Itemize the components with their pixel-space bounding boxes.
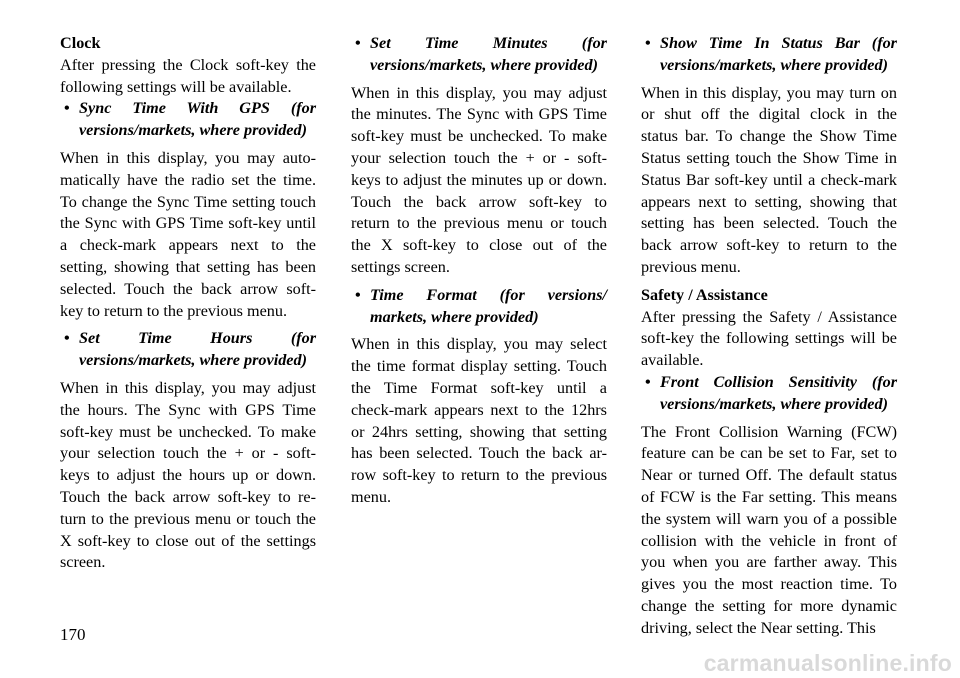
bullet-icon: •: [645, 34, 651, 52]
paragraph-time-format: When in this display, you may select the time format display setting. Touch the Time Format soft-key until a check-mark appears next to the 12hrs or 24hrs setting, showing that setting has been selected. Touch the back ar-row soft-key to return to the previous menu.: [351, 335, 607, 506]
bullet-icon: •: [645, 372, 651, 391]
paragraph-sync-time: When in this display, you may auto-matically have the radio set the time. To change the Sync Time setting touch the Sync with GPS Time soft-key until a check-mark appears next to the setting, showing that setting has been selected. Touch the back arrow soft-key to return to the previous menu.: [60, 148, 316, 320]
clock-intro: After pressing the Clock soft-key the following settings will be available.: [60, 55, 316, 96]
bullet-sync-time-gps: • Sync Time With GPS (for versions/markets, where provided): [64, 99, 316, 140]
bullet-set-time-minutes: • Set Time Minutes (for versions/markets, where provided): [355, 34, 607, 74]
bullet-front-collision: • Front Collision Sensitivity (for versions/markets, where provided): [645, 372, 897, 413]
paragraph-set-hours: When in this display, you may adjust the hours. The Sync with GPS Time soft-key must be unchecked. To make your selection touch the + or - soft-keys to adjust the hours up or down. Touch the back arrow soft-key to re-turn to the previous menu or touch the X soft-key to close out of the settings screen.: [60, 378, 316, 572]
bullet-icon: •: [355, 285, 361, 304]
column-2: [351, 33, 607, 515]
bullet-icon: •: [64, 329, 70, 348]
bullet-icon: •: [355, 34, 361, 52]
paragraph-show-time: When in this display, you may turn on or shut off the digital clock in the status bar. To change the Show Time Status setting touch the Show Time in Status Bar soft-key until a check-mark appears next to setting, showing that setting has been selected. Touch the back arrow soft-key to return to the previous menu.: [641, 83, 897, 276]
bullet-show-time-status-bar: • Show Time In Status Bar (for versions/markets, where provided): [645, 34, 897, 74]
bullet-icon: •: [64, 99, 70, 118]
watermark: carmanualsonline.info: [703, 650, 952, 676]
bullet-set-time-hours: • Set Time Hours (for versions/markets, where provided): [64, 329, 316, 370]
page-number: 170: [60, 625, 86, 644]
column-1: [60, 33, 316, 580]
section-heading-safety: Safety / Assistance After pressing the Safety / Assistance soft-key the following settings will be available.: [641, 285, 897, 370]
section-heading-clock: Clock After pressing the Clock soft-key the following settings will be available.: [60, 34, 316, 96]
bullet-time-format: • Time Format (for versions/ markets, where provided): [355, 285, 607, 326]
safety-intro: After pressing the Safety / Assistance soft-key the following settings will be available.: [641, 307, 897, 370]
column-3: [641, 33, 897, 640]
paragraph-set-minutes: When in this display, you may adjust the minutes. The Sync with GPS Time soft-key must be unchecked. To make your selection touch the + or - soft-keys to adjust the minutes up or down. Touch the back arrow soft-key to return to the previous menu or touch the X soft-key to close out of the settings screen.: [351, 83, 607, 276]
paragraph-front-collision: The Front Collision Warning (FCW) feature can be can be set to Far, set to Near or turned Off. The default status of FCW is the Far setting. This means the system will warn you of a possible collision with the vehicle in front of you when you are farther away. This gives you the most reaction time. To change the setting for more dynamic driving, select the Near setting. This: [641, 422, 897, 637]
